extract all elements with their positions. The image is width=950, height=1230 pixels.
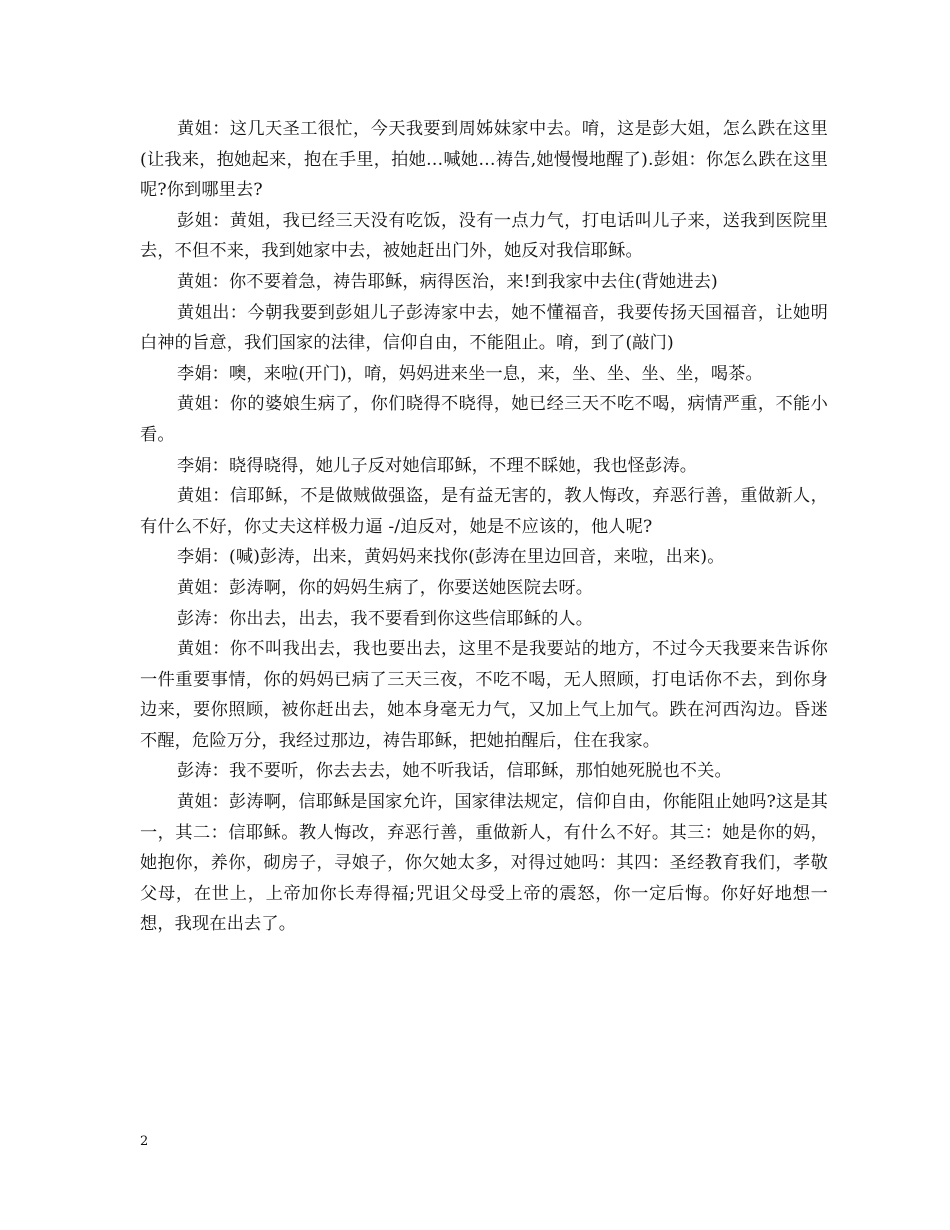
paragraph-6: 黄姐：你的婆娘生病了，你们晓得不晓得，她已经三天不吃不喝，病情严重，不能小看。 <box>140 394 828 445</box>
paragraph-11: 彭涛：你出去，出去，我不要看到你这些信耶稣的人。 <box>177 608 594 629</box>
paragraph-7: 李娟：晓得晓得，她儿子反对她信耶稣，不理不睬她，我也怪彭涛。 <box>177 455 698 476</box>
paragraph-3: 黄姐：你不要着急，祷告耶稣，病得医治，来!到我家中去住(背她进去) <box>177 271 718 292</box>
page-body <box>140 114 828 940</box>
paragraph-14: 黄姐：彭涛啊，信耶稣是国家允许，国家律法规定，信仰自由，你能阻止她吗?这是其一，其二：信耶稣。教人悔改，弃恶行善，重做新人，有什么不好。其三：她是你的妈，她抱你，养你，砌房子，寻娘子，你欠她太多，对得过她吗：其四：圣经教育我们，孝敬父母，在世上，上帝加你长寿得福;咒诅父母受上帝的震怒，你一定后悔。你好好地想一想，我现在出去了。 <box>140 792 828 935</box>
page-number: 2 <box>140 1134 149 1149</box>
paragraph-1: 黄姐：这几天圣工很忙，今天我要到周姊妹家中去。唷，这是彭大姐，怎么跌在这里(让我来，抱她起来，抱在手里，拍她…喊她…祷告,她慢慢地醒了).彭姐：你怎么跌在这里呢?你到哪里去? <box>140 119 828 201</box>
paragraph-9: 李娟：(喊)彭涛，出来，黄妈妈来找你(彭涛在里边回音，来啦，出来)。 <box>177 547 725 568</box>
paragraph-13: 彭涛：我不要听，你去去去，她不听我话，信耶稣，那怕她死脱也不关。 <box>177 761 732 782</box>
paragraph-4: 黄姐出：今朝我要到彭姐儿子彭涛家中去，她不懂福音，我要传扬天国福音，让她明白神的旨意，我们国家的法律，信仰自由，不能阻止。唷，到了(敲门) <box>140 302 828 354</box>
paragraph-8: 黄姐：信耶稣，不是做贼做强盗，是有益无害的，教人悔改，弃恶行善，重做新人，有什么不好，你丈夫这样极力逼 -/迫反对，她是不应该的，他人呢? <box>140 486 828 537</box>
paragraph-10: 黄姐：彭涛啊，你的妈妈生病了，你要送她医院去呀。 <box>177 577 594 598</box>
paragraph-12: 黄姐：你不叫我出去，我也要出去，这里不是我要站的地方，不过今天我要来告诉你一件重要事情，你的妈妈已病了三天三夜，不吃不喝，无人照顾，打电话你不去，到你身边来，要你照顾，被你赶出去，她本身毫无力气，又加上气上加气。跌在河西沟边。昏迷不醒，危险万分，我经过那边，祷告耶稣，把她拍醒后，住在我家。 <box>140 639 828 751</box>
paragraph-5: 李娟：噢，来啦(开门)，唷，妈妈进来坐一息，来，坐、坐、坐、坐，喝茶。 <box>177 363 763 384</box>
paragraph-2: 彭姐：黄姐，我已经三天没有吃饭，没有一点力气，打电话叫儿子来，送我到医院里去，不但不来，我到她家中去，被她赶出门外，她反对我信耶稣。 <box>140 210 828 262</box>
